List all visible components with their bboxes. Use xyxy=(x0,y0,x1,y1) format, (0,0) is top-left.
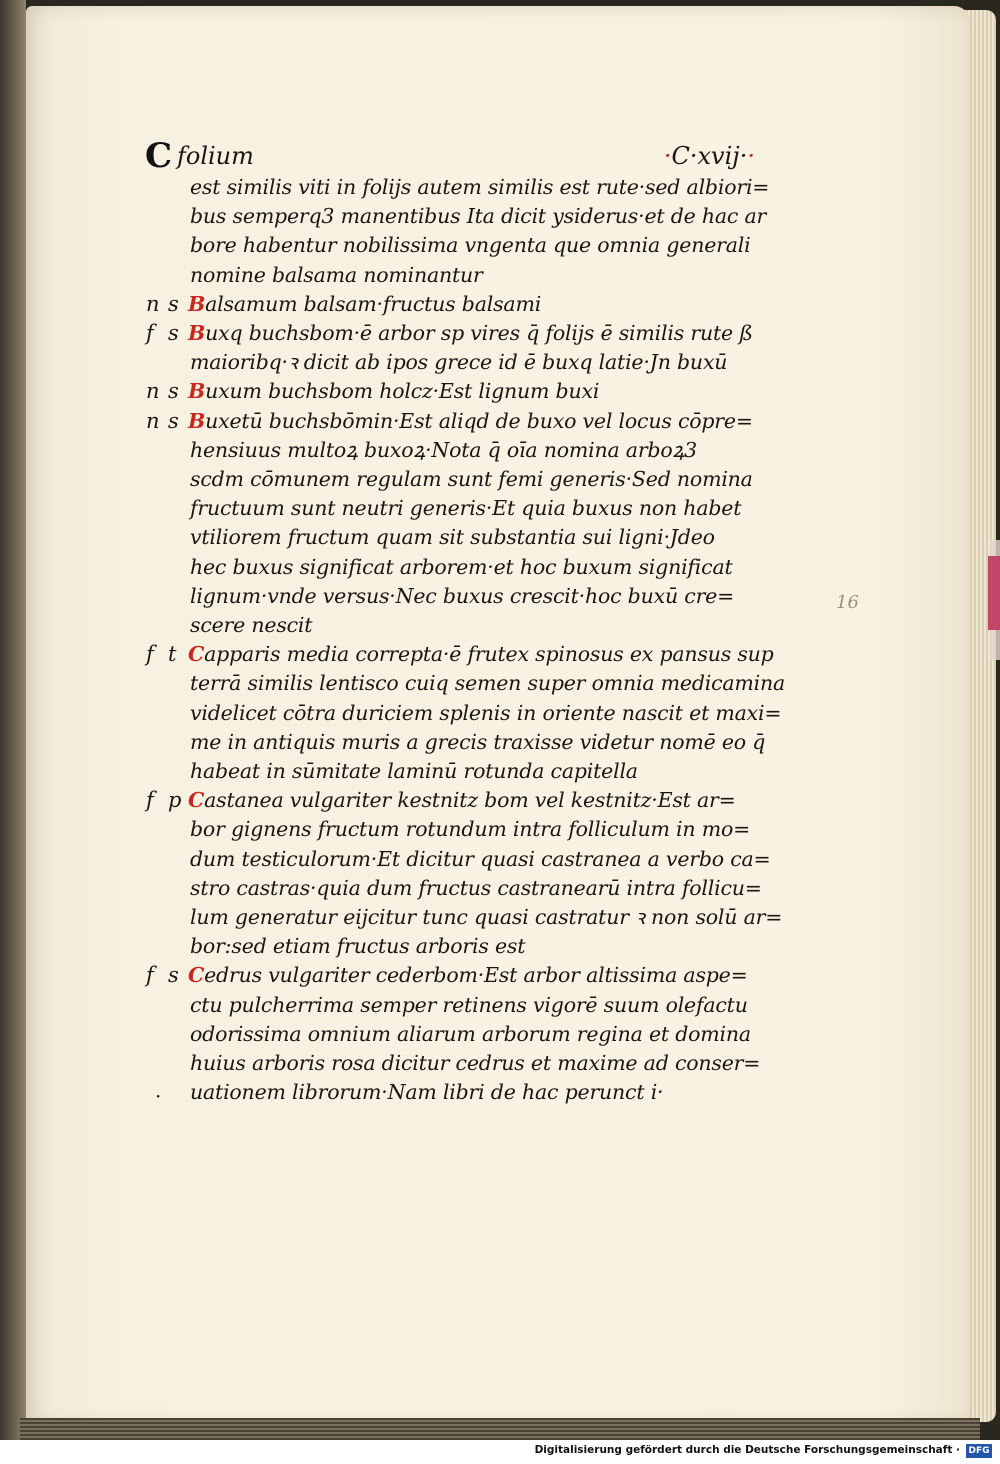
line-text: fructuum sunt neutri generis·Et quia buxus non habet xyxy=(190,496,742,521)
header-title: folium xyxy=(177,142,254,170)
line-text: maioribq·ꝛ dicit ab ipos grece id ē buxq latie·Jn buxū xyxy=(190,350,728,375)
line-text: uxq buchsbom·ē arbor sp vires q̄ folijs ē similis rute ß xyxy=(205,321,753,345)
line-text: terrā similis lentisco cuiq semen super omnia medicamina xyxy=(190,671,786,696)
text-line xyxy=(190,931,525,961)
margin-letter-gender: n xyxy=(146,291,160,316)
margin-letter-class: s xyxy=(168,291,179,316)
rubricated-initial: B xyxy=(188,291,206,316)
text-line xyxy=(190,260,483,290)
text-line xyxy=(190,814,750,844)
text-line xyxy=(190,230,750,260)
text-line xyxy=(188,639,774,669)
line-text: habeat in sūmitate laminū rotunda capitella xyxy=(190,759,638,783)
line-text: uxetū buchsbōmin·Est aliqd de buxo vel locus cōpre= xyxy=(205,408,753,433)
text-line xyxy=(190,990,748,1020)
line-text: edrus vulgariter cederbom·Est arbor altissima aspe= xyxy=(204,963,748,988)
rubricated-initial: C xyxy=(188,642,205,667)
text-line xyxy=(190,902,782,932)
margin-dot: · xyxy=(155,1084,162,1108)
text-line xyxy=(190,844,771,874)
text-line xyxy=(190,581,734,611)
line-text: hensiuus multoꝝ buxoꝝ·Nota q̄ oīa nomina arboꝝ3 xyxy=(190,437,697,462)
text-line xyxy=(190,698,781,728)
text-line xyxy=(188,785,736,815)
book-spine xyxy=(0,0,26,1440)
bottom-page-edge xyxy=(20,1418,980,1440)
text-line xyxy=(188,406,753,436)
line-text: videlicet cōtra duriciem splenis in oriente nascit et maxi= xyxy=(190,700,782,725)
text-line xyxy=(190,522,715,552)
line-text: scdm cōmunem regulam sunt femi generis·Sed nomina xyxy=(190,467,753,491)
text-line xyxy=(188,960,748,990)
text-line xyxy=(190,727,765,757)
margin-letter-class: s xyxy=(168,379,179,404)
line-text: bor:sed etiam fructus arboris est xyxy=(190,934,526,959)
line-text: bore habentur nobilissima vngenta que omnia generali xyxy=(190,233,751,258)
rubricated-initial: B xyxy=(188,379,206,404)
margin-letter-gender: f xyxy=(146,321,154,345)
rubricated-initial: B xyxy=(188,408,206,433)
line-text: est similis viti in folijs autem similis est rute·sed albiori= xyxy=(190,175,770,199)
text-line xyxy=(190,873,762,903)
margin-letter-class: p xyxy=(168,788,182,813)
rubricated-initial: C xyxy=(188,788,205,813)
line-text: lignum·vnde versus·Nec buxus crescit·hoc buxū cre= xyxy=(190,583,735,608)
text-line xyxy=(190,756,638,786)
text-line xyxy=(188,376,599,406)
line-text: astanea vulgariter kestnitz bom vel kestnitz·Est ar= xyxy=(204,788,736,813)
text-line xyxy=(190,172,769,202)
footer-bar xyxy=(0,1440,1000,1464)
line-text: ctu pulcherrima semper retinens vigorē suum olefactu xyxy=(190,992,748,1017)
line-text: bus semperq3 manentibus Ita dicit ysiderus·et de hac ar xyxy=(190,204,767,229)
line-text: apparis media correpta·ē frutex spinosus ex pansus sup xyxy=(204,642,774,667)
line-text: alsamum balsam·fructus balsami xyxy=(205,291,542,316)
margin-letter-gender: f xyxy=(146,963,154,988)
text-line xyxy=(190,552,733,582)
text-line xyxy=(190,435,697,465)
line-text: uationem librorum·Nam libri de hac perunct i· xyxy=(190,1080,664,1105)
line-text: hec buxus significat arborem·et hoc buxum significat xyxy=(190,554,733,579)
line-text: scere nescit xyxy=(190,613,313,637)
line-text: stro castras·quia dum fructus castranearū intra follicu= xyxy=(190,875,762,900)
rubricated-initial: B xyxy=(188,321,206,345)
dfg-logo: DFG xyxy=(966,1444,992,1458)
margin-letter-gender: n xyxy=(146,408,160,433)
line-text: me in antiquis muris a grecis traxisse videtur nomē eo q̄ xyxy=(190,729,766,754)
line-text: vtiliorem fructum quam sit substantia sui ligni·Jdeo xyxy=(190,525,715,550)
text-line xyxy=(188,289,541,319)
text-line xyxy=(190,493,741,523)
line-text: lum generatur eijcitur tunc quasi castratur ꝛ non solū ar= xyxy=(190,905,783,929)
line-text: dum testiculorum·Et dicitur quasi castranea a verbo ca= xyxy=(190,846,771,871)
text-line xyxy=(190,347,727,377)
text-line xyxy=(190,1019,751,1049)
header-initial: C xyxy=(145,136,173,176)
footer-credit: Digitalisierung gefördert durch die Deutsche Forschungsgemeinschaft · xyxy=(534,1444,960,1456)
rubricated-initial: C xyxy=(188,963,205,988)
margin-letter-class: s xyxy=(168,963,179,988)
text-line xyxy=(190,668,785,698)
line-text: huius arboris rosa dicitur cedrus et maxime ad conser= xyxy=(190,1051,761,1075)
pencil-note: 16 xyxy=(836,592,859,613)
margin-letter-class: s xyxy=(168,408,179,433)
line-text: bor gignens fructum rotundum intra folliculum in mo= xyxy=(190,817,751,842)
folio-number: ·C·xvij·· xyxy=(663,142,755,170)
margin-letter-gender: f xyxy=(146,788,154,813)
text-line xyxy=(190,464,753,494)
text-line xyxy=(190,201,766,231)
running-header xyxy=(145,136,755,176)
line-text: odorissima omnium aliarum arborum regina et domina xyxy=(190,1021,751,1046)
margin-letter-class: s xyxy=(168,321,179,345)
text-line xyxy=(190,1048,760,1078)
margin-letter-class: t xyxy=(168,642,177,667)
text-line xyxy=(190,1077,663,1107)
line-text: uxum buchsbom holcz·Est lignum buxi xyxy=(205,379,600,404)
line-text: nomine balsama nominantur xyxy=(190,262,483,287)
text-line xyxy=(188,318,753,348)
margin-letter-gender: f xyxy=(146,642,154,667)
bookmark-tab xyxy=(988,556,1000,630)
margin-letter-gender: n xyxy=(146,379,160,404)
text-line xyxy=(190,610,312,640)
